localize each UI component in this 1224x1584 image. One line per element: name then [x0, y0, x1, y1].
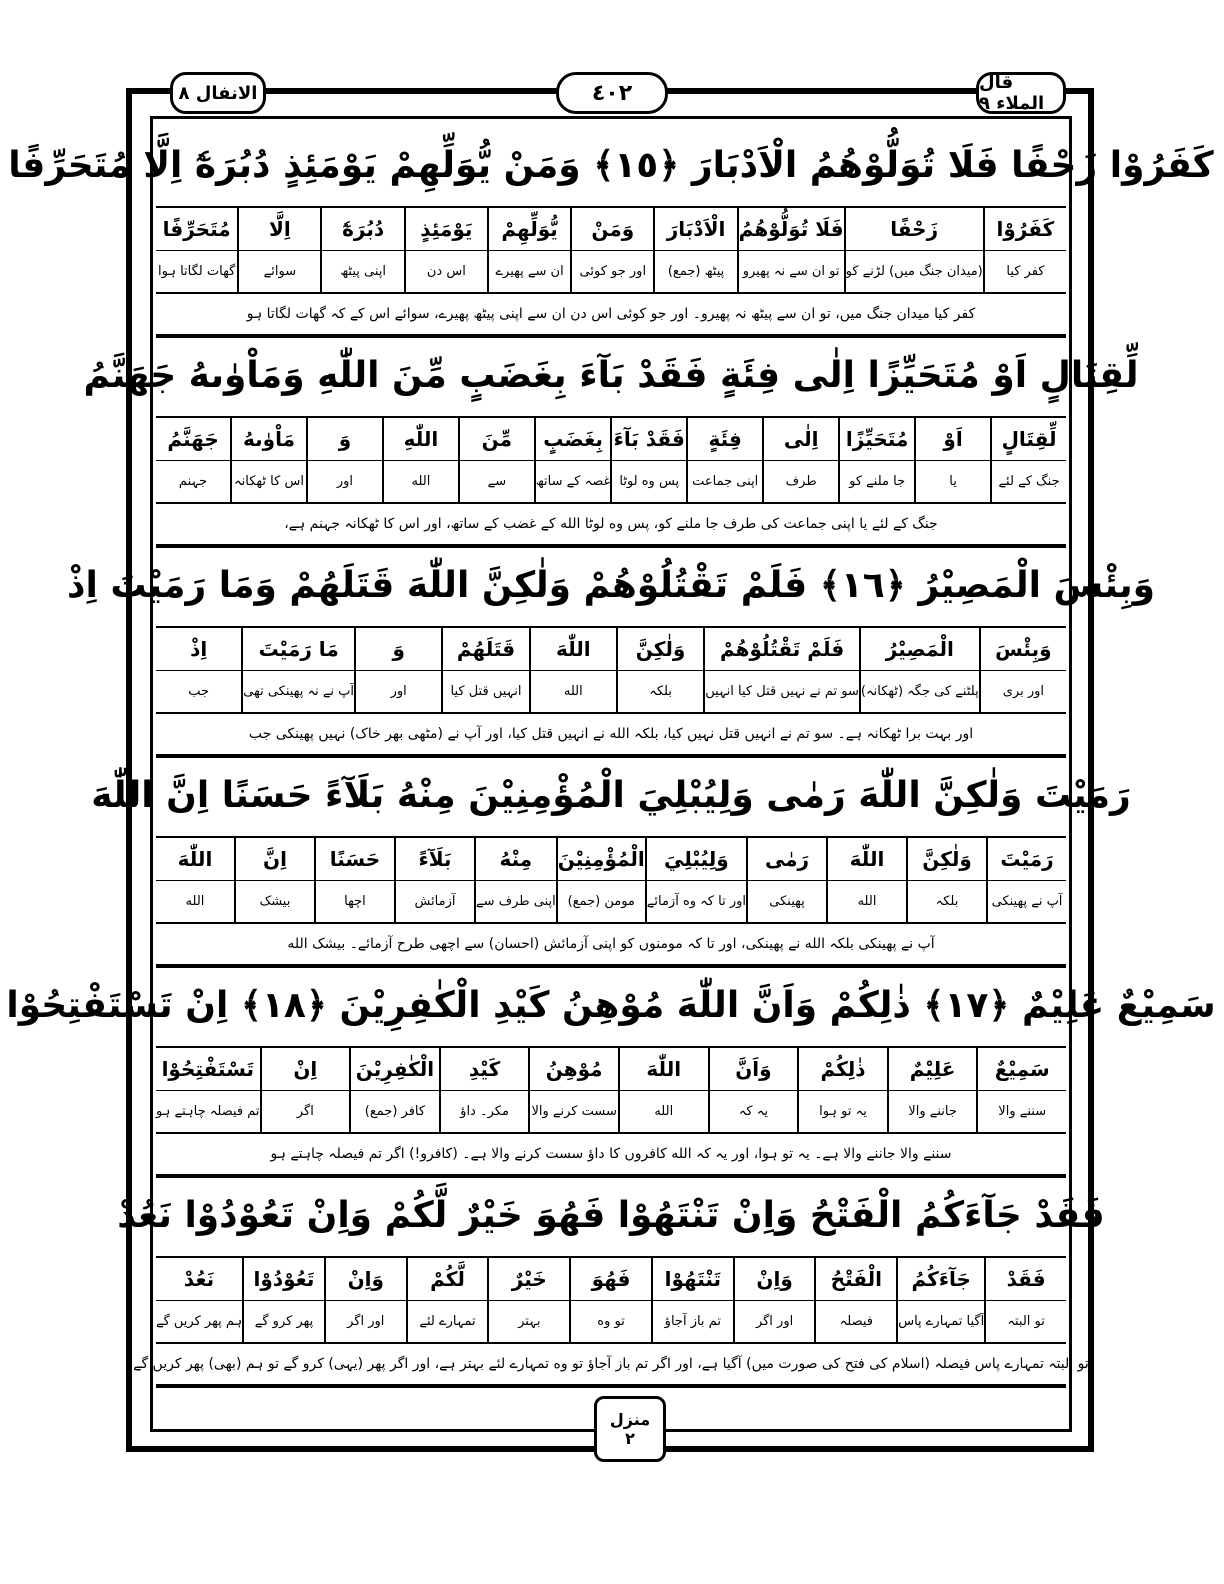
urdu-word-meaning: پھينكی: [769, 894, 805, 910]
arabic-word: وَلِيُبْلِيَ: [647, 838, 746, 881]
word-column: [230, 418, 306, 502]
arabic-word: مُتَحَيِّزًا: [840, 418, 914, 461]
arabic-word: تَعُوْدُوْا: [244, 1258, 324, 1301]
arabic-word: الْفَتْحُ: [816, 1258, 896, 1301]
arabic-word: قَتَلَهُمْ: [443, 628, 528, 671]
arabic-word: بِغَضَبٍ: [536, 418, 610, 461]
word-column: [324, 1258, 406, 1342]
arabic-word: لِّقِتَالٍ: [992, 418, 1066, 461]
urdu-word-meaning: الله: [185, 894, 205, 910]
arabic-word: دُبُرَهٗٓ: [322, 208, 403, 251]
arabic-verse-line: وَبِئْسَ الْمَصِيْرُ ﴿١٦﴾ فَلَمْ تَقْتُلُوْهُمْ وَلٰكِنَّ اللّٰهَ قَتَلَهُمْ وَمَا رَمَيْتَ اِذْ: [156, 544, 1066, 628]
urdu-word-meaning: مومن (جمع): [567, 894, 635, 910]
arabic-word: بَلَآءً: [396, 838, 474, 881]
word-column: [896, 1258, 984, 1342]
urdu-word-meaning: اپنی پيٹھ: [340, 264, 387, 280]
urdu-word-meaning: بيشک: [259, 894, 291, 910]
manzil-label: منزل: [609, 1410, 651, 1429]
arabic-word: عَلِيْمٌ: [889, 1048, 977, 1091]
urdu-word-meaning: تم باز آجاؤ: [664, 1314, 721, 1330]
page-content: [6, 124, 1216, 1386]
word-column: [653, 208, 736, 292]
urdu-word-meaning: سے: [487, 474, 507, 490]
urdu-word-meaning: يہ كہ: [738, 1104, 768, 1120]
urdu-word-meaning: اور تا كہ وه آزمائے: [646, 894, 746, 910]
urdu-translation-line: آپ نے پھينكی بلكہ الله نے پھينكی، اور تا كہ مومنوں كو اپنی آزمائش (احسان) سے اچھی طرح آزمائے۔ بيشک الله: [156, 924, 1066, 968]
word-column: [404, 208, 487, 292]
urdu-translation-line: جنگ كے لئے يا اپنی جماعت كی طرف جا ملنے كو، پس وه لوٹا الله كے غضب كے ساتھ، اور اس كا ٹھكانہ جہنم ہے،: [156, 504, 1066, 548]
word-by-word-grid: [156, 628, 1066, 714]
urdu-word-meaning: اور: [336, 474, 354, 490]
word-column: [906, 838, 986, 922]
urdu-word-meaning: آزمائش: [414, 894, 456, 910]
arabic-verse-line: سَمِيْعٌ عَلِيْمٌ ﴿١٧﴾ ذٰلِكُمْ وَاَنَّ اللّٰهَ مُوْهِنُ كَيْدِ الْكٰفِرِيْنَ ﴿١٨﴾ اِنْ تَسْتَفْتِحُوْا: [156, 964, 1066, 1048]
word-column: [645, 838, 746, 922]
urdu-word-meaning: الله: [411, 474, 431, 490]
word-column: [529, 628, 616, 712]
word-column: [234, 838, 314, 922]
arabic-word: وَمَنْ: [572, 208, 653, 251]
arabic-word: اللّٰهَ: [828, 838, 906, 881]
urdu-word-meaning: آپ نے نہ پھينكی تھی: [243, 684, 355, 700]
word-column: [986, 838, 1066, 922]
urdu-translation-line: كفر كيا ميدان جنگ ميں، تو ان سے پيٹھ نہ پھيرو۔ اور جو كوئی اس دن ان سے اپنی پيٹھ پھيرے، سوائے اس كے كہ گھات لگاتا ہو: [156, 294, 1066, 338]
arabic-word: وَاَنَّ: [710, 1048, 798, 1091]
urdu-word-meaning: اور اگر: [347, 1314, 385, 1330]
urdu-word-meaning: ان سے پھيرے: [495, 264, 564, 280]
arabic-word: اللّٰهِ: [384, 418, 458, 461]
word-column: [156, 838, 234, 922]
urdu-word-meaning: اور بری: [1002, 684, 1044, 700]
arabic-verse-line: كَفَرُوْا زَحْفًا فَلَا تُوَلُّوْهُمُ الْاَدْبَارَ ﴿١٥﴾ وَمَنْ يُّوَلِّهِمْ يَوْمَئِذٍ دُبُرَهٗٓ اِلَّا مُتَحَرِّفًا: [156, 124, 1066, 208]
word-by-word-grid: [156, 838, 1066, 924]
arabic-word: فَهُوَ: [571, 1258, 651, 1301]
word-column: [306, 418, 382, 502]
arabic-word: فِئَةٍ: [688, 418, 762, 461]
arabic-word: يَوْمَئِذٍ: [406, 208, 487, 251]
arabic-word: خَيْرٌ: [489, 1258, 569, 1301]
word-column: [382, 418, 458, 502]
urdu-word-meaning: بہتر: [518, 1314, 541, 1330]
urdu-word-meaning: فيصلہ: [839, 1314, 874, 1330]
arabic-word: مَا رَمَيْتَ: [243, 628, 354, 671]
urdu-word-meaning: جا ملنے كو: [849, 474, 906, 490]
urdu-word-meaning: تو البتہ: [1007, 1314, 1045, 1330]
arabic-word: جَهَنَّمُ: [156, 418, 230, 461]
word-column: [990, 418, 1066, 502]
urdu-word-meaning: پھر كرو گے: [254, 1314, 314, 1330]
arabic-word: يُّوَلِّهِمْ: [489, 208, 570, 251]
arabic-word: رَمَيْتَ: [988, 838, 1066, 881]
arabic-word: كَفَرُوْا: [985, 208, 1066, 251]
arabic-word: الْمُؤْمِنِيْنَ: [558, 838, 645, 881]
urdu-word-meaning: اور اگر: [755, 1314, 794, 1330]
word-column: [528, 1048, 618, 1132]
arabic-word: وَبِئْسَ: [981, 628, 1066, 671]
word-column: [984, 1258, 1066, 1342]
word-column: [814, 1258, 896, 1342]
arabic-word: وَاِنْ: [326, 1258, 406, 1301]
word-column: [914, 418, 990, 502]
arabic-word: نَعُدْ: [156, 1258, 242, 1301]
arabic-word: اِنَّ: [236, 838, 314, 881]
urdu-word-meaning: اپنی جماعت: [692, 474, 759, 490]
urdu-word-meaning: سو تم نے نہيں قتل كيا انہيں: [705, 684, 859, 700]
arabic-word: فَقَدْ بَآءَ: [612, 418, 686, 461]
arabic-word: لَّكُمْ: [408, 1258, 488, 1301]
arabic-word: مَاْوٰىهُ: [232, 418, 306, 461]
urdu-word-meaning: بلكہ: [935, 894, 959, 910]
urdu-word-meaning: ہم پھر كريں گے: [155, 1314, 243, 1330]
word-column: [570, 208, 653, 292]
urdu-word-meaning: اپنی طرف سے: [475, 894, 556, 910]
arabic-word: جَآءَكُمُ: [898, 1258, 984, 1301]
arabic-word: وَلٰكِنَّ: [618, 628, 703, 671]
urdu-word-meaning: جاننے والا: [908, 1104, 957, 1120]
urdu-word-meaning: بلكہ: [649, 684, 672, 700]
urdu-word-meaning: گھات لگاتا ہوا: [158, 264, 236, 280]
urdu-word-meaning: پس وه لوٹا: [619, 474, 680, 490]
word-column: [458, 418, 534, 502]
urdu-word-meaning: تم فيصلہ چاہتے ہو: [156, 1104, 260, 1120]
arabic-word: وَ: [356, 628, 441, 671]
word-column: [156, 628, 241, 712]
urdu-word-meaning: تو وه: [597, 1314, 625, 1330]
arabic-word: الْاَدْبَارَ: [655, 208, 736, 251]
urdu-word-meaning: مكر۔ داؤ: [460, 1104, 509, 1120]
word-column: [762, 418, 838, 502]
arabic-word: وَاِنْ: [735, 1258, 815, 1301]
word-column: [156, 1048, 260, 1132]
word-column: [354, 628, 441, 712]
word-column: [556, 838, 645, 922]
word-column: [838, 418, 914, 502]
word-column: [569, 1258, 651, 1342]
word-by-word-grid: [156, 1048, 1066, 1134]
arabic-word: مُوْهِنُ: [530, 1048, 618, 1091]
word-column: [441, 628, 528, 712]
urdu-word-meaning: پلٹنے كی جگہ (ٹھكانہ): [860, 684, 979, 700]
arabic-word: اللّٰهَ: [620, 1048, 708, 1091]
arabic-word: اللّٰهَ: [531, 628, 616, 671]
arabic-verse-line: لِّقِتَالٍ اَوْ مُتَحَيِّزًا اِلٰى فِئَةٍ فَقَدْ بَآءَ بِغَضَبٍ مِّنَ اللّٰهِ وَمَاْوٰىهُ جَهَنَّمُ: [156, 334, 1066, 418]
urdu-word-meaning: اگر: [296, 1104, 314, 1120]
arabic-word: فَلَمْ تَقْتُلُوْهُمْ: [705, 628, 859, 671]
word-column: [733, 1258, 815, 1342]
word-column: [983, 208, 1066, 292]
urdu-word-meaning: آگيا تمہارے پاس: [898, 1314, 985, 1330]
arabic-word: وَلٰكِنَّ: [908, 838, 986, 881]
urdu-translation-line: سننے والا جاننے والا ہے۔ يہ تو ہوا، اور يہ كہ الله كافروں كا داؤ سست كرنے والا ہے۔ (كافرو!) اگر تم فيصلہ چاہتے ہو: [156, 1134, 1066, 1178]
word-column: [859, 628, 979, 712]
manzil-badge: [594, 1396, 666, 1462]
word-column: [976, 1048, 1066, 1132]
juz-name-tab: قال الملاء ٩: [976, 72, 1066, 114]
arabic-word: اَوْ: [916, 418, 990, 461]
arabic-word: الْمَصِيْرُ: [861, 628, 979, 671]
word-column: [237, 208, 320, 292]
urdu-word-meaning: الله: [654, 1104, 674, 1120]
word-column: [156, 208, 237, 292]
word-column: [320, 208, 403, 292]
urdu-word-meaning: اور: [390, 684, 407, 700]
urdu-word-meaning: يا: [949, 474, 957, 490]
urdu-translation-line: اور بہت برا ٹھكانہ ہے۔ سو تم نے انہيں قتل نہيں كيا، بلكہ الله نے انہيں قتل كيا، اور آپ نے (مٹھی بھر خاک) نہيں پھينكی جب: [156, 714, 1066, 758]
arabic-word: حَسَنًا: [316, 838, 394, 881]
word-by-word-grid: [156, 208, 1066, 294]
arabic-word: كَيْدِ: [441, 1048, 529, 1091]
arabic-word: تَسْتَفْتِحُوْا: [156, 1048, 260, 1091]
urdu-word-meaning: كافر (جمع): [364, 1104, 426, 1120]
arabic-word: اِذْ: [156, 628, 241, 671]
word-column: [979, 628, 1066, 712]
arabic-word: سَمِيْعٌ: [978, 1048, 1066, 1091]
urdu-word-meaning: سوائے: [263, 264, 297, 280]
arabic-word: وَ: [308, 418, 382, 461]
word-column: [737, 208, 844, 292]
arabic-word: اللّٰهَ: [156, 838, 234, 881]
word-column: [487, 208, 570, 292]
word-column: [610, 418, 686, 502]
urdu-word-meaning: تمہارے لئے: [419, 1314, 476, 1330]
word-column: [156, 1258, 242, 1342]
arabic-word: اِلَّا: [239, 208, 320, 251]
urdu-word-meaning: يہ تو ہوا: [819, 1104, 867, 1120]
word-column: [746, 838, 826, 922]
urdu-word-meaning: سننے والا: [998, 1104, 1047, 1120]
arabic-word: الْكٰفِرِيْنَ: [351, 1048, 439, 1091]
urdu-word-meaning: غصہ كے ساتھ: [535, 474, 611, 490]
word-column: [406, 1258, 488, 1342]
page-number: ٤٠٢: [556, 72, 668, 114]
word-column: [241, 628, 354, 712]
urdu-word-meaning: اس كا ٹھكانہ: [234, 474, 304, 490]
urdu-translation-line: تو البتہ تمہارے پاس فيصلہ (اسلام كی فتح كی صورت ميں) آگيا ہے، اور اگر تم باز آجاؤ تو وه تمہارے لئے بہتر ہے، اور اگر پھر (يہی) كرو گے تو ہم (بھی) پھر كريں گے: [156, 1344, 1066, 1388]
arabic-word: مِّنَ: [460, 418, 534, 461]
arabic-word: فَلَا تُوَلُّوْهُمُ: [739, 208, 844, 251]
urdu-word-meaning: انہيں قتل كيا: [450, 684, 522, 700]
word-column: [708, 1048, 798, 1132]
word-column: [314, 838, 394, 922]
urdu-word-meaning: آپ نے پھينكی: [991, 894, 1063, 910]
word-column: [487, 1258, 569, 1342]
arabic-word: زَحْفًا: [846, 208, 983, 251]
arabic-verse-line: رَمَيْتَ وَلٰكِنَّ اللّٰهَ رَمٰى وَلِيُبْلِيَ الْمُؤْمِنِيْنَ مِنْهُ بَلَآءً حَسَنًا اِنَّ اللّٰهَ: [156, 754, 1066, 838]
urdu-word-meaning: جنگ كے لئے: [998, 474, 1060, 490]
word-column: [156, 418, 230, 502]
urdu-word-meaning: سست كرنے والا: [531, 1104, 617, 1120]
word-column: [616, 628, 703, 712]
word-column: [349, 1048, 439, 1132]
word-column: [686, 418, 762, 502]
arabic-word: اِنْ: [262, 1048, 350, 1091]
arabic-word: مُتَحَرِّفًا: [156, 208, 237, 251]
arabic-word: اِلٰى: [764, 418, 838, 461]
arabic-word: رَمٰى: [748, 838, 826, 881]
urdu-word-meaning: الله: [563, 684, 583, 700]
word-column: [887, 1048, 977, 1132]
urdu-word-meaning: الله: [857, 894, 877, 910]
word-column: [474, 838, 556, 922]
word-column: [618, 1048, 708, 1132]
urdu-word-meaning: اچھا: [344, 894, 366, 910]
arabic-word: ذٰلِكُمْ: [799, 1048, 887, 1091]
word-by-word-grid: [156, 1258, 1066, 1344]
word-column: [651, 1258, 733, 1342]
word-column: [394, 838, 474, 922]
urdu-word-meaning: تو ان سے نہ پھيرو: [742, 264, 840, 280]
urdu-word-meaning: پيٹھ (جمع): [667, 264, 725, 280]
word-column: [534, 418, 610, 502]
arabic-verse-line: فَقَدْ جَآءَكُمُ الْفَتْحُ وَاِنْ تَنْتَهُوْا فَهُوَ خَيْرٌ لَّكُمْ وَاِنْ تَعُوْدُوْا نَعُدْ: [156, 1174, 1066, 1258]
word-by-word-grid: [156, 418, 1066, 504]
word-column: [844, 208, 983, 292]
arabic-word: تَنْتَهُوْا: [653, 1258, 733, 1301]
word-column: [826, 838, 906, 922]
arabic-word: فَقَدْ: [986, 1258, 1066, 1301]
surah-name-tab: الانفال ٨: [170, 72, 266, 114]
word-column: [242, 1258, 324, 1342]
arabic-word: مِنْهُ: [476, 838, 556, 881]
urdu-word-meaning: اس دن: [426, 264, 466, 280]
urdu-word-meaning: جہنم: [178, 474, 208, 490]
urdu-word-meaning: (ميدان جنگ ميں) لڑنے كو: [845, 264, 983, 280]
urdu-word-meaning: كفر كيا: [1006, 264, 1045, 280]
word-column: [439, 1048, 529, 1132]
urdu-word-meaning: جب: [188, 684, 210, 700]
word-column: [703, 628, 859, 712]
urdu-word-meaning: طرف: [785, 474, 817, 490]
manzil-number: ٢: [625, 1429, 635, 1448]
word-column: [797, 1048, 887, 1132]
urdu-word-meaning: اور جو كوئی: [579, 264, 647, 280]
word-column: [260, 1048, 350, 1132]
